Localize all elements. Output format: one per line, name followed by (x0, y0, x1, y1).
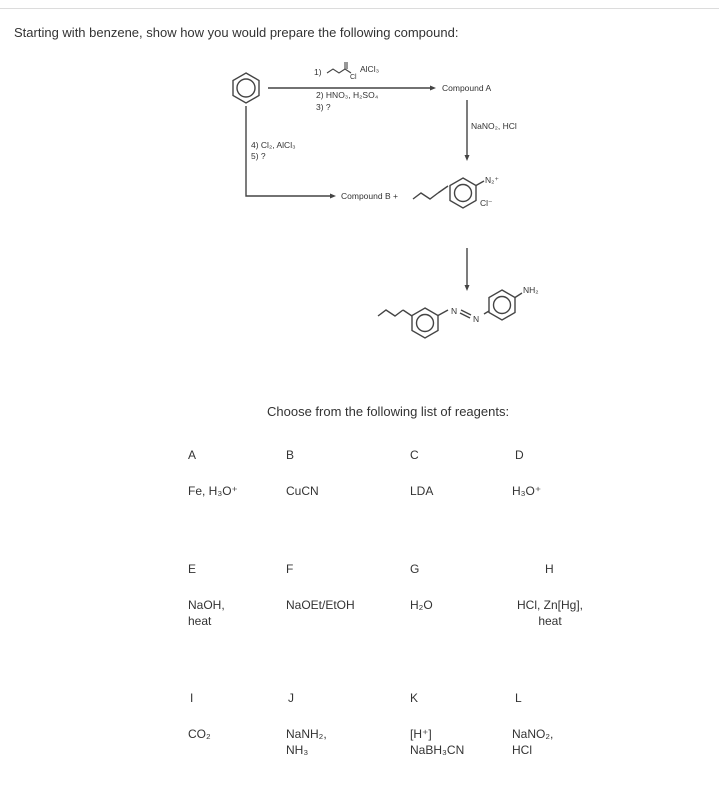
reagent-text-e: NaOH, heat (188, 598, 225, 628)
step3-label: 3) ? (316, 102, 331, 112)
reagent-letter-g: G (410, 562, 420, 576)
alcl3-label: AlCl₃ (360, 64, 380, 74)
azo-n1-label: N (451, 306, 458, 316)
reagent-letter-i: I (190, 691, 194, 705)
acyl-chloride-cl-label: Cl (350, 74, 357, 81)
azo-product-structure (378, 290, 522, 338)
reagent-letter-l: L (515, 691, 522, 705)
nano2-hcl-label: NaNO₂, HCl (471, 121, 517, 131)
arrowhead-1 (430, 86, 436, 91)
amine-label: NH₂ (523, 285, 539, 295)
step2-label: 2) HNO₃, H₂SO₄ (316, 90, 379, 100)
arrowhead-4 (465, 285, 470, 291)
reagent-text-k: [H⁺] NaBH₃CN (410, 727, 465, 757)
choose-reagents-heading: Choose from the following list of reagents: (267, 404, 510, 419)
diazonium-structure (413, 178, 484, 208)
step5-label: 5) ? (251, 151, 266, 161)
compound-b-label: Compound B + (341, 191, 398, 201)
reagent-letter-f: F (286, 562, 294, 576)
reagent-letter-k: K (410, 691, 419, 705)
reagent-letter-b: B (286, 448, 295, 462)
reagent-text-a: Fe, H₃O⁺ (188, 484, 238, 498)
reagent-text-f: NaOEt/EtOH (286, 598, 355, 612)
reaction-scheme (0, 0, 719, 400)
diazonium-label: N₂⁺ (485, 175, 499, 185)
compound-a-label: Compound A (442, 83, 492, 93)
reagent-text-g: H₂O (410, 598, 433, 612)
reagent-letter-d: D (515, 448, 524, 462)
reagent-letter-a: A (188, 448, 197, 462)
arrowhead-2 (465, 155, 470, 161)
reagent-letter-j: J (288, 691, 294, 705)
reagent-text-h: HCl, Zn[Hg], heat (516, 598, 583, 628)
reagent-letter-c: C (410, 448, 419, 462)
step4-label: 4) Cl₂, AlCl₃ (251, 140, 296, 150)
acyl-chloride-structure (327, 62, 351, 73)
step1-number: 1) (314, 67, 322, 77)
benzene-structure (233, 73, 259, 103)
reagent-text-d: H₃O⁺ (512, 484, 542, 498)
reagent-text-c: LDA (410, 484, 434, 498)
reagent-letter-e: E (188, 562, 197, 576)
reagent-text-j: NaNH₂, NH₃ (286, 727, 327, 757)
reagent-text-l: NaNO₂, HCl (512, 727, 554, 757)
chloride-label: Cl⁻ (480, 198, 493, 208)
reagent-text-b: CuCN (286, 484, 319, 498)
azo-n2-label: N (473, 314, 480, 324)
question-text: Starting with benzene, show how you would prepare the following compound: (14, 25, 459, 40)
arrowhead-3 (330, 194, 336, 199)
reagent-letter-h: H (545, 562, 554, 576)
reagent-text-i: CO₂ (188, 727, 211, 741)
